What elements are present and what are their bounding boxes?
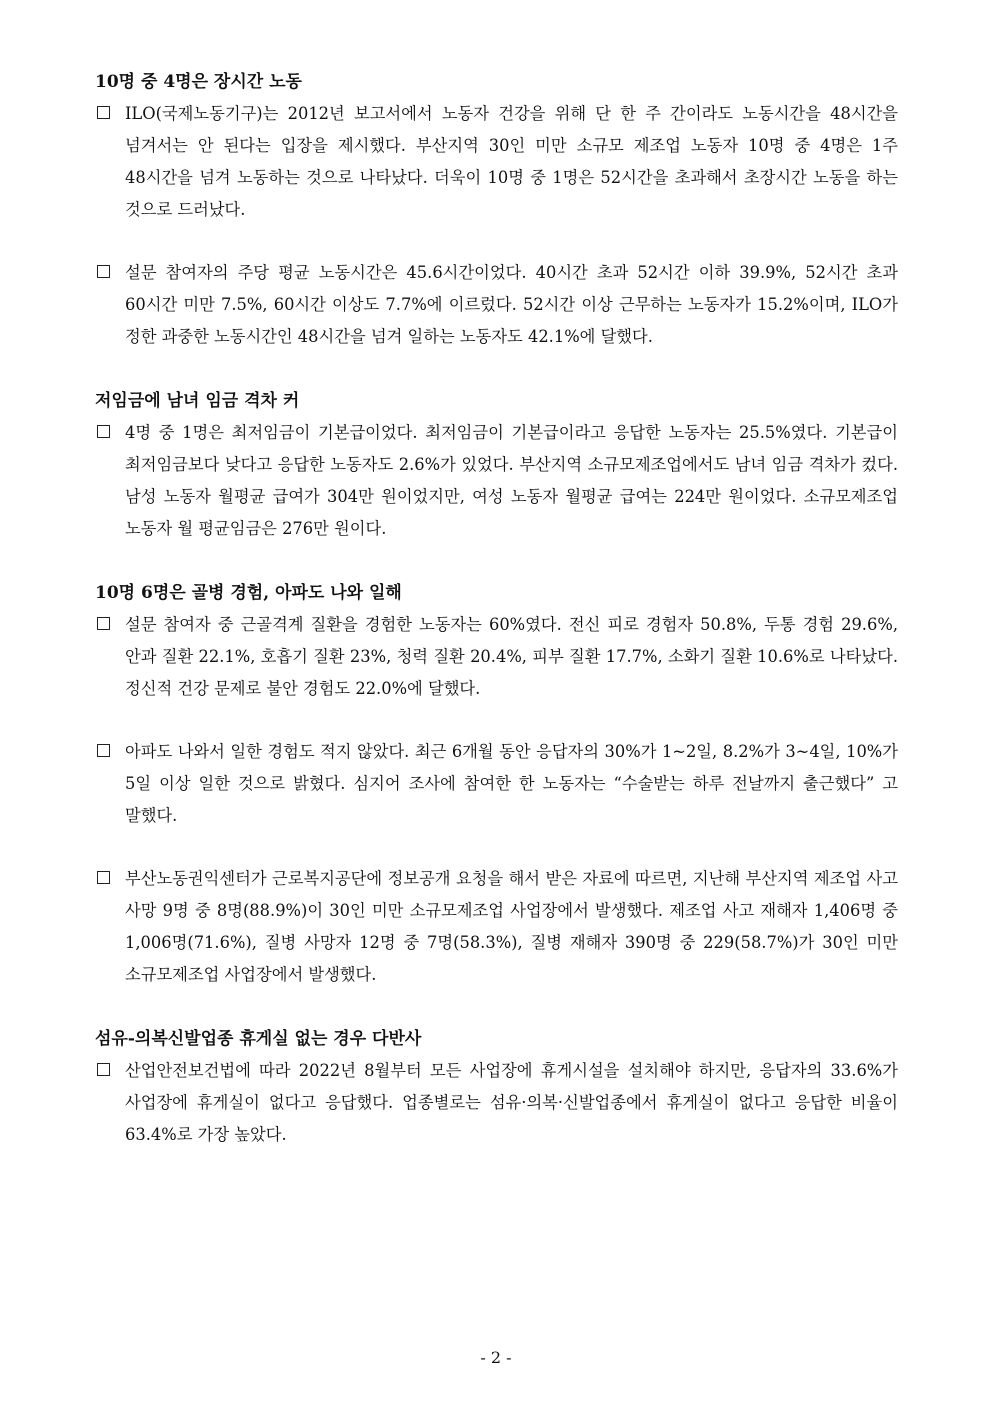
bullet-paragraph xyxy=(95,417,898,545)
paragraph-text: 부산노동권익센터가 근로복지공단에 정보공개 요청을 해서 받은 자료에 따르면, 지난해 부산지역 제조업 사고 사망 9명 중 8명(88.9%)이 30인 미만 소규모제조업 사업장에서 발생했다. 제조업 사고 재해자 1,406명 중 1,006명(71.6%), 질병 사망자 12명 중 7명(58.3%), 질병 재해자 390명 중 229(58.7%)가 30인 미만 소규모제조업 사업장에서 발생했다. xyxy=(125,869,898,984)
bullet-paragraph xyxy=(95,736,898,832)
section-heading-long-hours: 10명 중 4명은 장시간 노동 xyxy=(95,72,302,92)
paragraph-text: ILO(국제노동기구)는 2012년 보고서에서 노동자 건강을 위해 단 한 주 간이라도 노동시간을 48시간을 넘겨서는 안 된다는 입장을 제시했다. 부산지역 30인 미만 소규모 제조업 노동자 10명 중 4명은 1주 48시간을 넘겨 노동하는 것으로 나타났다. 더욱이 10명 중 1명은 52시간을 초과해서 초장시간 노동을 하는 것으로 드러났다. xyxy=(125,104,898,219)
paragraph-text: 설문 참여자 중 근골격계 질환을 경험한 노동자는 60%였다. 전신 피로 경험자 50.8%, 두통 경험 29.6%, 안과 질환 22.1%, 호흡기 질환 23%, 청력 질환 20.4%, 피부 질환 17.7%, 소화기 질환 10.6%로 나타났다. 정신적 건강 문제로 불안 경험도 22.0%에 달했다. xyxy=(125,615,898,698)
bullet-paragraph xyxy=(95,863,898,991)
checkbox-bullet-icon xyxy=(97,1063,110,1076)
checkbox-bullet-icon xyxy=(97,425,110,438)
section-heading-low-wage: 저임금에 남녀 임금 격차 커 xyxy=(95,391,300,411)
checkbox-bullet-icon xyxy=(97,871,110,884)
checkbox-bullet-icon xyxy=(97,265,110,278)
bullet-paragraph xyxy=(95,609,898,705)
bullet-paragraph xyxy=(95,257,898,353)
document-body xyxy=(95,66,898,1151)
paragraph-text: 설문 참여자의 주당 평균 노동시간은 45.6시간이었다. 40시간 초과 52시간 이하 39.9%, 52시간 초과 60시간 미만 7.5%, 60시간 이상도 7.7%에 이르렀다. 52시간 이상 근무하는 노동자가 15.2%이며, ILO가 정한 과중한 노동시간인 48시간을 넘겨 일하는 노동자도 42.1%에 달했다. xyxy=(125,263,898,346)
paragraph-text: 아파도 나와서 일한 경험도 적지 않았다. 최근 6개월 동안 응답자의 30%가 1~2일, 8.2%가 3~4일, 10%가 5일 이상 일한 것으로 밝혔다. 심지어 조사에 참여한 한 노동자는 “수술받는 하루 전날까지 출근했다” 고 말했다. xyxy=(125,742,898,825)
checkbox-bullet-icon xyxy=(97,106,110,119)
checkbox-bullet-icon xyxy=(97,744,110,757)
bullet-paragraph xyxy=(95,1055,898,1151)
section-heading-illness: 10명 6명은 골병 경험, 아파도 나와 일해 xyxy=(95,583,402,603)
page-number: - 2 - xyxy=(480,1348,512,1367)
paragraph-text: 산업안전보건법에 따라 2022년 8월부터 모든 사업장에 휴게시설을 설치해야 하지만, 응답자의 33.6%가 사업장에 휴게실이 없다고 응답했다. 업종별로는 섬유·의복·신발업종에서 휴게실이 없다고 응답한 비율이 63.4%로 가장 높았다. xyxy=(125,1061,898,1144)
paragraph-text: 4명 중 1명은 최저임금이 기본급이었다. 최저임금이 기본급이라고 응답한 노동자는 25.5%였다. 기본급이 최저임금보다 낮다고 응답한 노동자도 2.6%가 있었다. 부산지역 소규모제조업에서도 남녀 임금 격차가 컸다. 남성 노동자 월평균 급여가 304만 원이었지만, 여성 노동자 월평균 급여는 224만 원이었다. 소규모제조업 노동자 월 평균임금은 276만 원이다. xyxy=(125,423,898,538)
checkbox-bullet-icon xyxy=(97,617,110,630)
bullet-paragraph xyxy=(95,98,898,226)
section-heading-rest-area: 섬유-의복신발업종 휴게실 없는 경우 다반사 xyxy=(95,1029,422,1049)
